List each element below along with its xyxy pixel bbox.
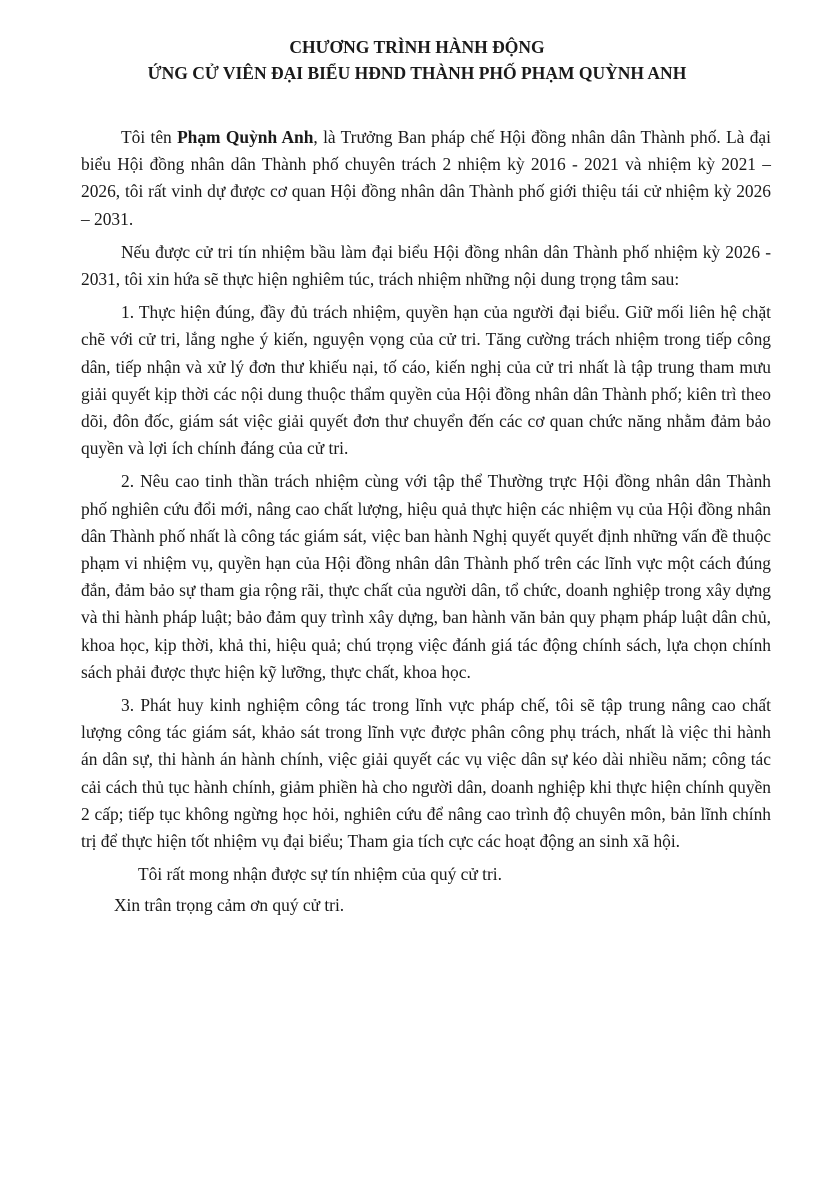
document-body xyxy=(81,124,771,926)
pledge-item-2: 2. Nêu cao tinh thần trách nhiệm cùng với tập thể Thường trực Hội đồng nhân dân Thành phố nghiên cứu đổi mới, nâng cao chất lượng, hiệu quả thực hiện các nhiệm vụ của Hội đồng nhân dân Thành phố nhất là công tác giám sát, việc ban hành Nghị quyết quyết định những vấn đề thuộc phạm vi nhiệm vụ, quyền hạn của Hội đồng nhân dân Thành phố trên các lĩnh vực một cách đúng đắn, đảm bảo sự tham gia rộng rãi, thực chất của người dân, tổ chức, doanh nghiệp trong xây dựng và thi hành pháp luật; bảo đảm quy trình xây dựng, ban hành văn bản quy phạm pháp luật dân chủ, khoa học, kịp thời, khả thi, hiệu quả; chú trọng việc đánh giá tác động chính sách, lựa chọn chính sách phải được thực hiện kỹ lưỡng, thực chất, khoa học. xyxy=(81,471,771,682)
document-title: CHƯƠNG TRÌNH HÀNH ĐỘNG xyxy=(289,37,545,57)
document-subtitle: ỨNG CỬ VIÊN ĐẠI BIỂU HĐND THÀNH PHỐ PHẠM QUỲNH ANH xyxy=(147,63,687,83)
intro-text: , là Trưởng Ban pháp chế Hội đồng nhân dân Thành phố. Là đại biểu Hội đồng nhân dân Thành phố chuyên trách 2 nhiệm kỳ 2016 - 2021 và nhiệm kỳ 2021 – 2026, tôi rất vinh dự được cơ quan Hội đồng nhân dân Thành phố giới thiệu tái cử nhiệm kỳ 2026 – 2031. xyxy=(81,127,771,229)
closing-thanks: Xin trân trọng cảm ơn quý cử tri. xyxy=(114,895,345,916)
pledge-item-3: 3. Phát huy kinh nghiệm công tác trong lĩnh vực pháp chế, tôi sẽ tập trung nâng cao chất lượng công tác giám sát, khảo sát trong lĩnh vực được phân công phụ trách, nhất là việc thi hành án dân sự, thi hành án hành chính, việc giải quyết các vụ việc dân sự kéo dài nhiều năm; công tác cải cách thủ tục hành chính, giảm phiền hà cho người dân, doanh nghiệp khi thực hiện chính quyền 2 cấp; tiếp tục không ngừng học hỏi, nghiên cứu để nâng cao trình độ chuyên môn, bản lĩnh chính trị để thực hiện tốt nhiệm vụ đại biểu; Tham gia tích cực các hoạt động an sinh xã hội. xyxy=(81,695,771,852)
pledge-intro-paragraph: Nếu được cử tri tín nhiệm bầu làm đại biểu Hội đồng nhân dân Thành phố nhiệm kỳ 2026 - 2031, tôi xin hứa sẽ thực hiện nghiêm túc, trách nhiệm những nội dung trọng tâm sau: xyxy=(81,241,771,290)
intro-paragraph xyxy=(81,124,771,233)
candidate-name: Phạm Quỳnh Anh xyxy=(177,127,314,147)
closing-request: Tôi rất mong nhận được sự tín nhiệm của quý cử tri. xyxy=(138,864,502,885)
pledge-item-1: 1. Thực hiện đúng, đầy đủ trách nhiệm, quyền hạn của người đại biểu. Giữ mối liên hệ chặt chẽ với cử tri, lắng nghe ý kiến, nguyện vọng của cử tri. Tăng cường trách nhiệm trong tiếp công dân, tiếp nhận và xử lý đơn thư khiếu nại, tố cáo, kiến nghị của cử tri nhất là tập trung tham mưu giải quyết kịp thời các nội dung thuộc thẩm quyền của Hội đồng nhân dân Thành phố; kiên trì theo dõi, đôn đốc, giám sát việc giải quyết đơn thư chuyển đến các cơ quan chức năng nhằm đảm bảo quyền và lợi ích chính đáng của cử tri. xyxy=(81,302,771,459)
intro-prefix: Tôi tên xyxy=(121,127,178,147)
